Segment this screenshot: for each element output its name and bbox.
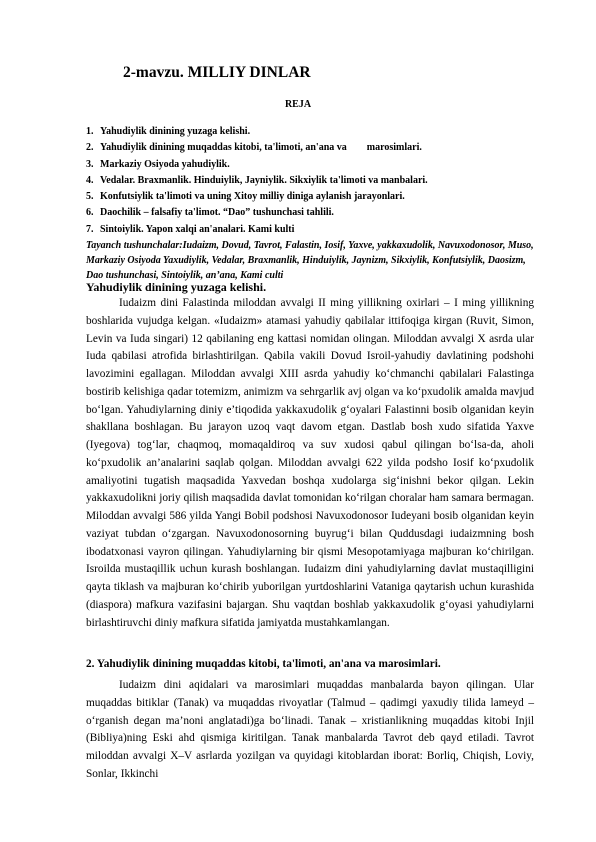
plan-item-text: Yahudiylik dinining yuzaga kelishi.	[100, 126, 251, 137]
section-paragraph-origin: Iudaizm dini Falastinda miloddan avvalgi II ming yillikning oxirlari – I ming yillikning boshlarida vujudga kelgan. «Iudaizm» atamasi yahudiy qabilalar ittifoqiga kirgan (Ruvit, Simon, Levin va Iuda singari) 12 qabilaning eng kattasi nomidan olingan. Miloddan avvalgi X asrda ular Iuda qabilasi atrofida birlashtirilgan. Qabila vakili Dovud Isroil-yahudiy davlatining podshohi lavozimini egallagan. Miloddan avvalgi XIII asrda yahudiy ko‘chmanchi qabilalari Falastinga bostirib kelishiga qadar totemizm, animizm va sehrgarlik avj olgan va ko‘pxudolik amalda mavjud bo‘lgan. Yahudiylarning diniy e’tiqodida yakkaxudolik g‘oyalari Falastinni bosib olganidan keyin shakllana boshlagan. Bu jarayon uzoq vaqt davom etgan. Dastlab bosh xudo sifatida Yaxve (Iyegova) tog‘lar, chaqmoq, momaqaldiroq va suv xudosi qabul qilingan bo‘lsa-da, aholi ko‘pxudolik an’analarini saqlab qolgan. Miloddan avvalgi 622 yilda podsho Iosif ko‘pxudolik amaliyotini tugatish maqsadida Yaxvedan boshqa xudolarga sig‘inishni bekor qilgan. Lekin yakkaxudolikni joriy qilish maqsadida davlat tomonidan ko‘rilgan choralar ham samara bermagan. Miloddan avvalgi 586 yilda Yangi Bobil podshosi Navuxodonosor Iudeyani bosib olganidan keyin vaziyat tubdan o‘zgargan. Navuxodonosorning buyrug‘i bilan Quddusdagi iudaizmning bosh ibodatxonasi vayron qilingan. Yahudiylarning bir qismi Mesopotamiyaga majburan ko‘chirilgan. Isroilda mustaqillik uchun kurash boshlangan. Iudaizm dini yahudiylarning davlat mustaqilligini qayta tiklash va majburan ko‘chirib yuborilgan yurtdoshlarini Vataniga qaytarish uchun kurashida (diaspora) mafkura vazifasini bajargan. Shu vaqtdan boshlab yakkaxudolik g‘oyasi yahudiylarni birlashtiruvchi diniy mafkura sifatida jamiyatda mustahkamlangan.	[86, 297, 534, 629]
plan-item-text: Yahudiylik dinining muqaddas kitobi, ta'limoti, an'ana va marosimlari.	[100, 142, 422, 154]
plan-heading: REJA	[284, 99, 312, 110]
section-paragraph-scripture: Iudaizm dini aqidalari va marosimlari muqaddas manbalarda bayon qilingan. Ular muqaddas bitiklar (Tanak) va muqaddas rivoyatlar (Talmud – qadimgi yaxudiy tilida lameyd – o‘rganish degan ma’noni anglatadi)ga bo‘linadi. Tanak – xristianlikning muqaddas kitobi Injil (Bibliya)ning Eski ahd qismiga kiritilgan. Tanak manbalarda Tavrot deb qayd etiladi. Tavrot miloddan avvalgi X–V asrlarda yozilgan va quyidagi kitoblardan iborat: Borliq, Chiqish, Loviy, Sonlar, Ikkinchi	[86, 679, 534, 780]
section-heading-scripture: 2. Yahudiylik dinining muqaddas kitobi, ta'limoti, an'ana va marosimlari.	[86, 658, 441, 670]
plan-item-text: Vedalar. Braxmanlik. Hinduiylik, Jayniylik. Sikxiylik ta'limoti va manbalari.	[100, 174, 428, 186]
key-concepts-text: Iudaizm, Dovud, Tavrot, Falastin, Iosif, Yaxve, yakkaxudolik, Navuxodonosor, Muso, Markaziy Osiyoda Yaxudiylik, Vedalar, Braxmanlik, Hinduiylik, Jaynizm, Sikxiylik, Konfutsiylik, Daosizm, Dao tushunchasi, Sintoiylik, an’ana, Kami culti	[86, 240, 534, 282]
plan-item	[86, 140, 566, 156]
page-title: 2-mavzu. MILLIY DINLAR	[123, 64, 311, 81]
key-concepts	[86, 238, 534, 284]
plan-item-text: Markaziy Osiyoda yahudiylik.	[100, 158, 230, 170]
section-heading-origin: Yahudiylik dinining yuzaga kelishi.	[86, 280, 267, 294]
plan-item	[86, 173, 566, 189]
plan-item-number: 2.	[86, 142, 94, 154]
plan-item	[86, 189, 566, 205]
plan-item-number: 6.	[86, 207, 94, 219]
plan-item-number: 3.	[86, 158, 94, 170]
plan-item	[86, 222, 566, 238]
plan-item	[86, 205, 566, 221]
plan-item-number: 5.	[86, 191, 94, 203]
plan-item-number: 4.	[86, 174, 94, 186]
plan-item-number: 7.	[86, 223, 94, 235]
key-concepts-label: Tayanch tushunchalar:	[86, 240, 183, 251]
plan-item-text: Daochilik – falsafiy ta'limot. “Dao” tushunchasi tahlili.	[100, 207, 334, 219]
plan-item-text: Konfutsiylik ta'limoti va uning Xitoy milliy diniga aylanish jarayonlari.	[100, 191, 405, 203]
plan-item	[86, 157, 566, 173]
plan-item	[86, 124, 566, 140]
plan-list	[86, 124, 566, 238]
plan-item-number: 1.	[86, 126, 94, 137]
plan-item-text: Sintoiylik. Yapon xalqi an'analari. Kami kulti	[100, 223, 295, 235]
